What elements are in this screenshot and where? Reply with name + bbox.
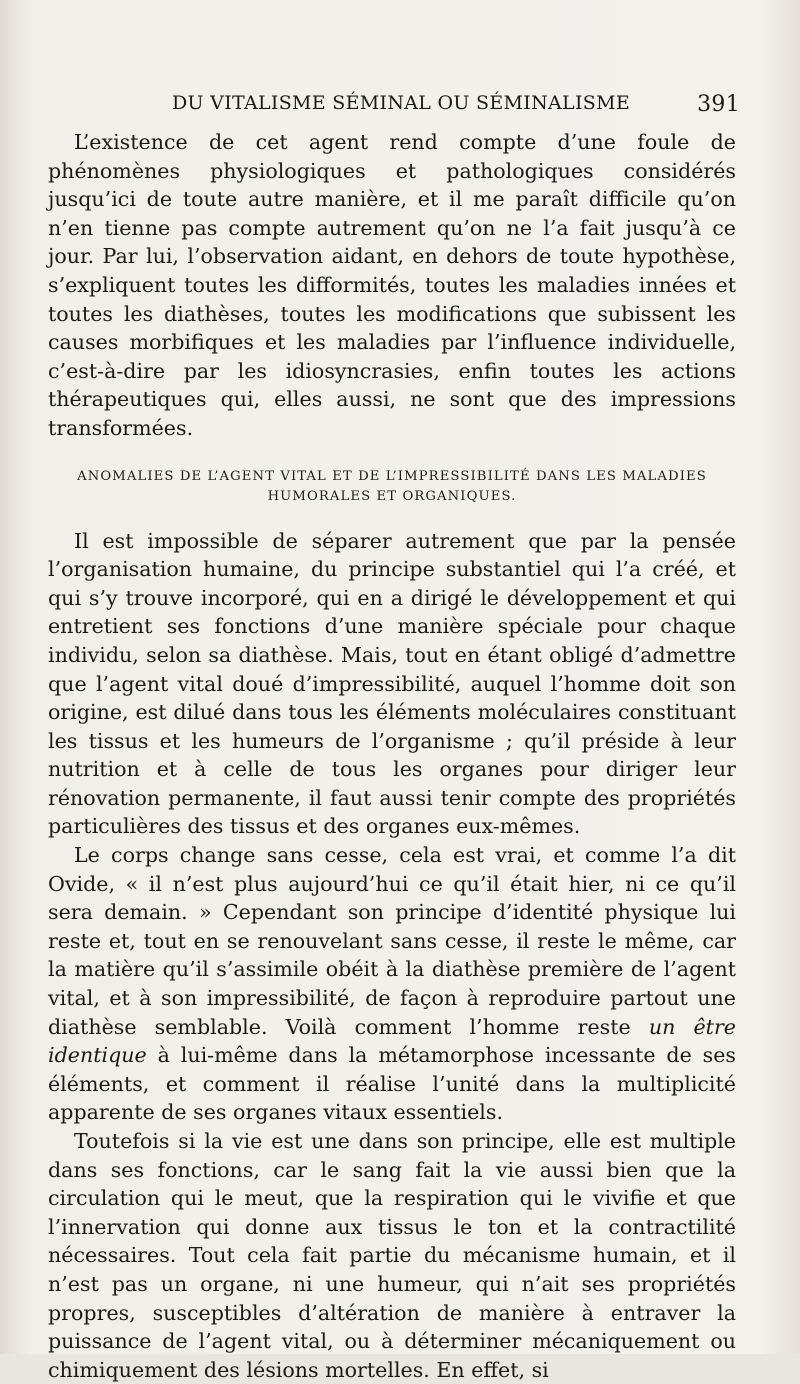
paragraph-2: Il est impossible de séparer autrement que par la pensée l’organisation humaine, du principe substantiel qui l’a créé, et qui s’y trouve incorporé, qui en a dirigé le développement et qui entretient ses fonctions d’une manière spéciale pour chaque individu, selon sa diathèse. Mais, tout en étant obligé d’admettre que l’agent vital doué d’impressibilité, auquel l’homme doit son origine, est dilué dans tous les éléments moléculaires constituant les tissus et les humeurs de l’organisme ; qu’il préside à leur nutrition et à celle de tous les organes pour diriger leur rénovation permanente, il faut aussi tenir compte des propriétés particulières des tissus et des organes eux-mêmes. bbox=[48, 528, 736, 839]
section-heading-line-1: ANOMALIES DE L’AGENT VITAL ET DE L’IMPRESSIBILITÉ DANS LES MALADIES bbox=[77, 468, 707, 484]
paragraph-3-after: à lui-même dans la métamorphose incessante de ses éléments, et comment il réalise l’unité dans la multiplicité apparente de ses organes vitaux essentiels. bbox=[48, 1043, 736, 1125]
running-title: DU VITALISME SÉMINAL OU SÉMINALISME bbox=[172, 92, 631, 114]
paragraph-4: Toutefois si la vie est une dans son principe, elle est multiple dans ses fonctions, car le sang fait la vie aussi bien que la circulation qui le meut, que la respiration qui le vivifie et que l’innervation qui donne aux tissus le ton et la contractilité nécessaires. Tout cela fait partie du mécanisme humain, et il n’est pas un organe, ni une humeur, qui n’ait ses propriétés propres, susceptibles d’altération de manière à entraver la puissance de l’agent vital, ou à déterminer mécaniquement ou chimiquement des lésions mortelles. En effet, si bbox=[48, 1129, 736, 1382]
paragraph-3-before: Le corps change sans cesse, cela est vrai, et comme l’a dit Ovide, « il n’est plus aujourd’hui ce qu’il était hier, ni ce qu’il sera demain. » Cependant son principe d’identité physique lui reste et, tout en se renouvelant sans cesse, il reste le même, car la matière qu’il s’assimile obéit à la diathèse première de l’agent vital, et à son impressibilité, de façon à reproduire partout une diathèse semblable. Voilà comment l’homme reste bbox=[48, 843, 736, 1039]
page-number: 391 bbox=[697, 92, 740, 117]
paragraph-1: L’existence de cet agent rend compte d’une foule de phénomènes physiologiques et pathologiques considérés jusqu’ici de toute autre manière, et il me paraît difficile qu’on n’en tienne pas compte autrement qu’on ne l’a fait jusqu’à ce jour. Par lui, l’observation aidant, en dehors de toute hypothèse, s’expliquent toutes les difformités, toutes les maladies innées et toutes les diathèses, toutes les modifications que subissent les causes morbifiques et les maladies par l’influence individuelle, c’est-à-dire par les idiosyncrasies, enfin toutes les actions thérapeutiques qui, elles aussi, ne sont que des impressions transformées. bbox=[48, 130, 736, 440]
paragraph-3 bbox=[48, 841, 736, 1127]
paragraph-3-italic: un être identique bbox=[48, 1014, 736, 1068]
body-text bbox=[48, 128, 736, 1384]
section-heading bbox=[48, 467, 736, 507]
running-header bbox=[172, 92, 740, 122]
section-heading-line-2: HUMORALES ET ORGANIQUES. bbox=[267, 488, 517, 504]
